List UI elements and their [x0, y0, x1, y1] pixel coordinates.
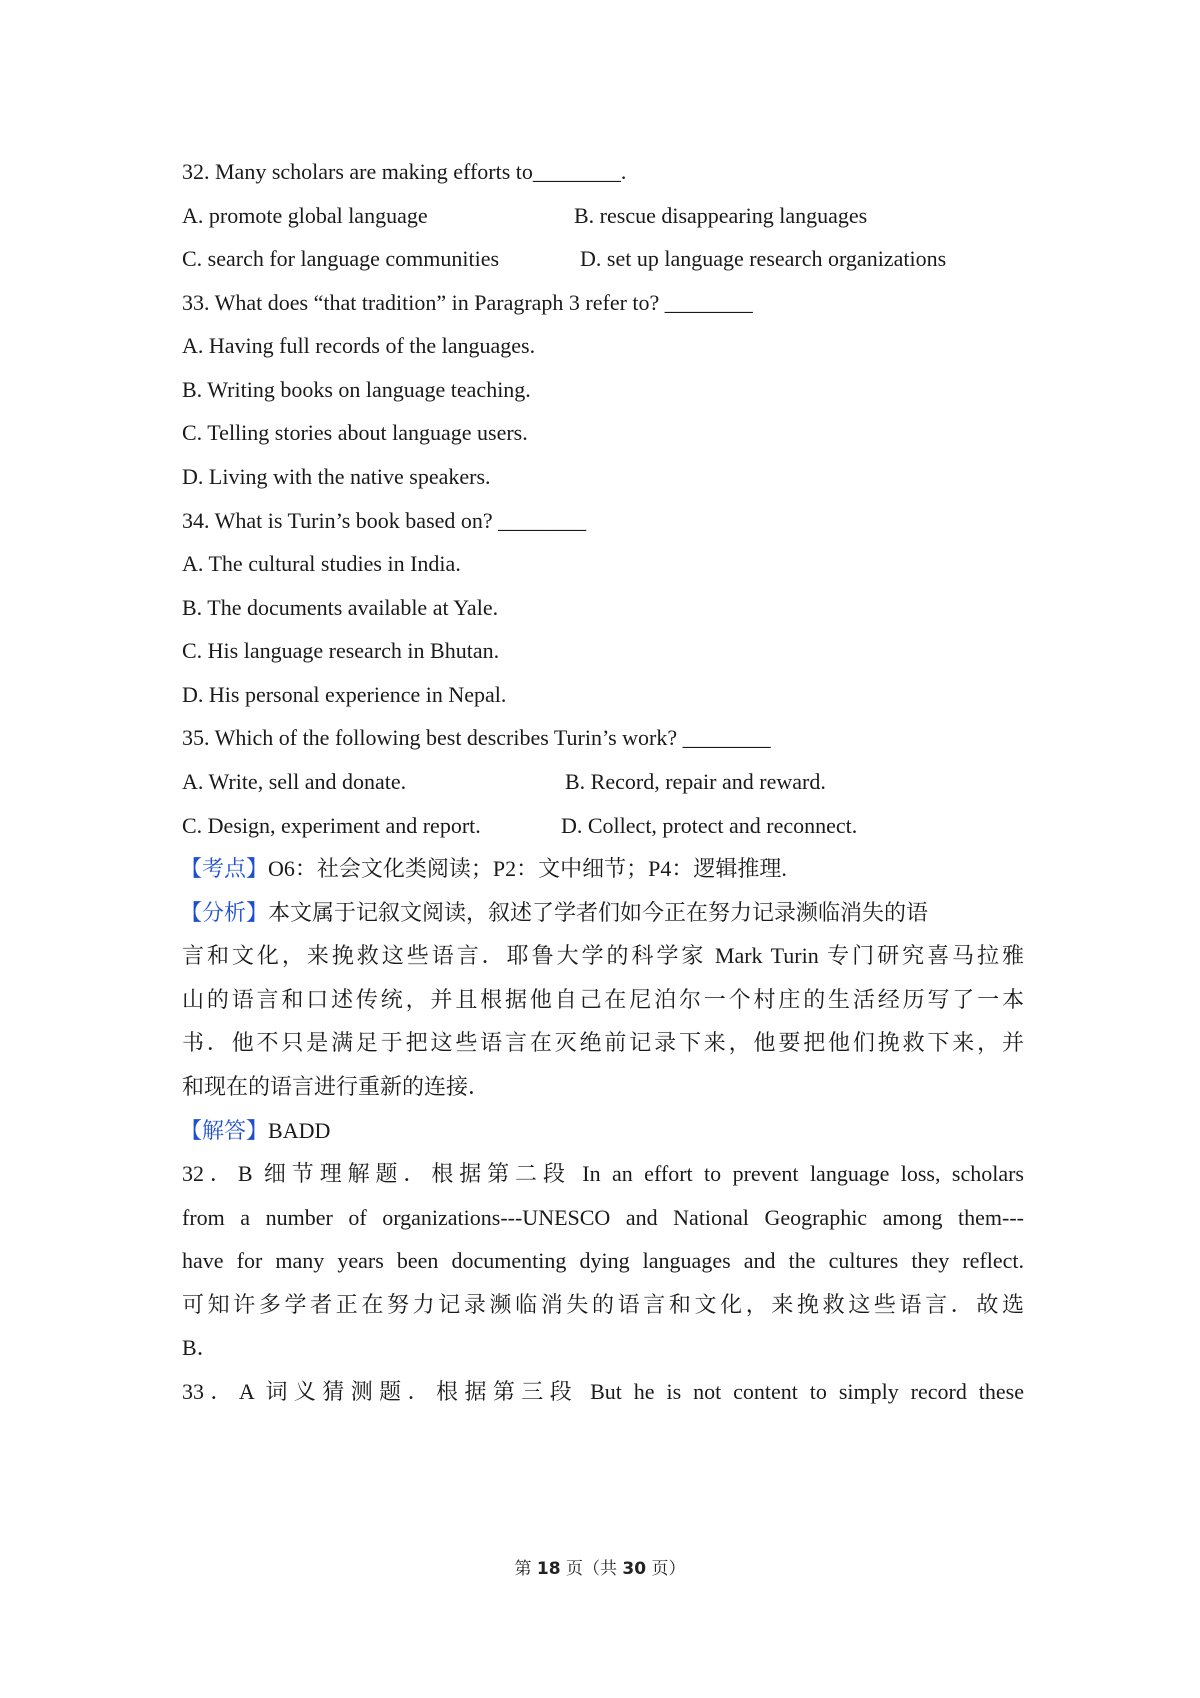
question-35-option-a: A. Write, sell and donate. [182, 769, 407, 794]
question-32-option-b: B. rescue disappearing languages [574, 203, 868, 228]
question-33-option-d: D. Living with the native speakers. [182, 464, 491, 489]
question-35-stem: 35. Which of the following best describes Turin’s work? ________ [182, 725, 771, 750]
explanation-32-line-2: from a number of organizations---UNESCO and National Geographic among them--- [182, 1205, 1024, 1230]
fenxi-line-4: 书．他不只是满足于把这些语言在灭绝前记录下来，他要把他们挽救下来，并 [182, 1030, 1024, 1055]
explanation-32-line-5: B． [182, 1335, 219, 1360]
explanation-32-line-4: 可知许多学者正在努力记录濒临消失的语言和文化，来挽救这些语言．故选 [182, 1292, 1024, 1317]
fenxi-line-1 [180, 898, 928, 928]
jieda-answer: BADD [268, 1118, 331, 1143]
question-33-option-c: C. Telling stories about language users. [182, 420, 528, 445]
footer-prefix: 第 [514, 1559, 532, 1579]
question-34-stem: 34. What is Turin’s book based on? ________ [182, 508, 587, 533]
explanation-32-line-3: have for many years been documenting dying languages and the cultures they reflect. [182, 1248, 1024, 1273]
question-35-option-c: C. Design, experiment and report. [182, 813, 481, 838]
footer-middle: 页（共 [566, 1559, 617, 1579]
question-34-option-a: A. The cultural studies in India. [182, 551, 461, 576]
fenxi-tag: 【分析】 [180, 900, 269, 925]
kaodian-line [180, 854, 787, 884]
question-35-option-d: D. Collect, protect and reconnect. [561, 813, 858, 838]
fenxi-line-2: 言和文化，来挽救这些语言．耶鲁大学的科学家 Mark Turin 专门研究喜马拉雅 [182, 943, 1024, 968]
explanation-32-line-1: 32．B 细节理解题．根据第二段 In an effort to prevent language loss, scholars [182, 1161, 1024, 1186]
question-32-stem: 32. Many scholars are making efforts to________. [182, 159, 627, 184]
explanation-33-line-1: 33．A 词义猜测题．根据第三段 But he is not content to simply record these [182, 1379, 1024, 1404]
question-34-option-b: B. The documents available at Yale. [182, 595, 499, 620]
fenxi-line-5: 和现在的语言进行重新的连接． [182, 1074, 491, 1099]
kaodian-text: O6：社会文化类阅读；P2：文中细节；P4：逻辑推理. [268, 856, 787, 881]
kaodian-tag: 【考点】 [180, 856, 269, 881]
question-33-option-b: B. Writing books on language teaching. [182, 377, 531, 402]
footer-total-pages: 30 [622, 1559, 647, 1579]
question-33-stem: 33. What does “that tradition” in Paragraph 3 refer to? ________ [182, 290, 753, 315]
question-32-option-a: A. promote global language [182, 203, 428, 228]
fenxi-line-3: 山的语言和口述传统，并且根据他自己在尼泊尔一个村庄的生活经历写了一本 [182, 987, 1024, 1012]
question-32-option-c: C. search for language communities [182, 246, 500, 271]
jieda-tag: 【解答】 [180, 1118, 269, 1143]
page-footer [0, 1554, 1200, 1579]
jieda-line [180, 1116, 330, 1146]
question-33-option-a: A. Having full records of the languages. [182, 333, 536, 358]
footer-suffix: 页） [651, 1559, 686, 1579]
question-32-option-d: D. set up language research organizations [580, 246, 947, 271]
question-35-option-b: B. Record, repair and reward. [565, 769, 826, 794]
question-34-option-d: D. His personal experience in Nepal. [182, 682, 507, 707]
fenxi-text-1: 本文属于记叙文阅读，叙述了学者们如今正在努力记录濒临消失的语 [268, 900, 929, 925]
question-34-option-c: C. His language research in Bhutan. [182, 638, 500, 663]
footer-page-number: 18 [536, 1559, 561, 1579]
